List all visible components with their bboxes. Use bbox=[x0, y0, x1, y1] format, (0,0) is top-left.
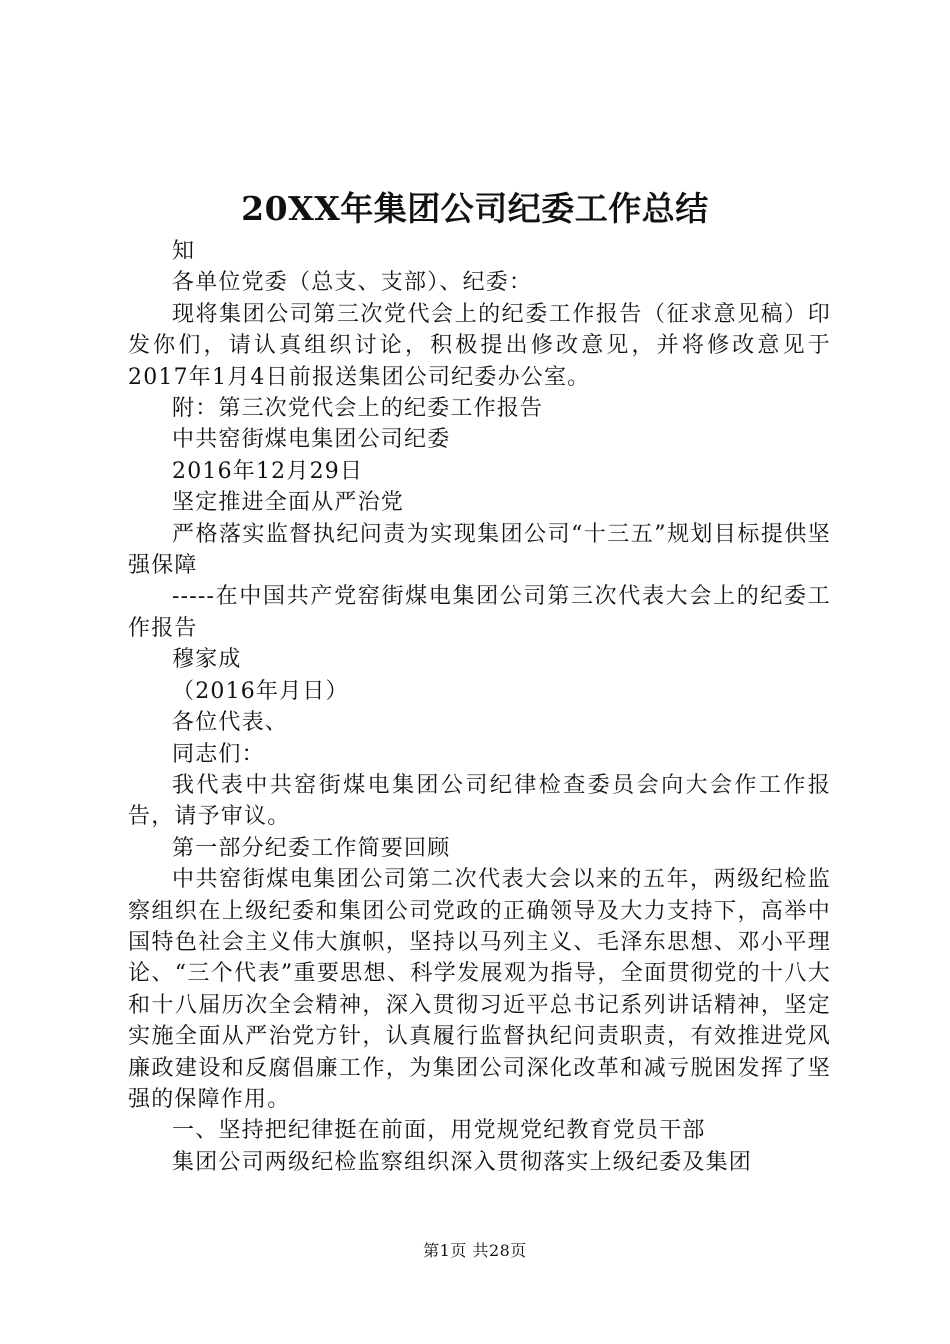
paragraph: 第一部分纪委工作简要回顾 bbox=[172, 835, 451, 861]
paragraph: 中共窑街煤电集团公司纪委 bbox=[172, 427, 451, 453]
paragraph: 各单位党委（总支、支部）、纪委： bbox=[172, 270, 533, 296]
paragraph: 现将集团公司第三次党代会上的纪委工作报告（征求意见稿）印发你们，请认真组织讨论，积极提出修改意见，并将修改意见于2017年1月4日前报送集团公司纪委办公室。 bbox=[128, 301, 831, 390]
paragraph: 我代表中共窑街煤电集团公司纪律检查委员会向大会作工作报告，请予审议。 bbox=[128, 772, 831, 830]
document-body bbox=[128, 236, 831, 1178]
paragraph: 同志们： bbox=[172, 741, 265, 767]
paragraph: 穆家成 bbox=[172, 647, 242, 673]
page-footer bbox=[0, 1240, 950, 1262]
paragraph: 严格落实监督执纪问责为实现集团公司“十三五”规划目标提供坚强保障 bbox=[128, 521, 831, 579]
paragraph: 坚定推进全面从严治党 bbox=[172, 490, 405, 516]
paragraph: -----在中国共产党窑街煤电集团公司第三次代表大会上的纪委工作报告 bbox=[128, 584, 831, 641]
paragraph: （2016年月日） bbox=[172, 678, 349, 704]
paragraph: 附：第三次党代会上的纪委工作报告 bbox=[172, 396, 544, 422]
page-number: 第1页 共28页 bbox=[423, 1241, 527, 1260]
paragraph: 知 bbox=[172, 239, 196, 264]
paragraph: 各位代表、 bbox=[172, 710, 289, 736]
paragraph: 集团公司两级纪检监察组织深入贯彻落实上级纪委及集团 bbox=[172, 1149, 753, 1175]
paragraph: 一、坚持把纪律挺在前面，用党规党纪教育党员干部 bbox=[172, 1118, 706, 1144]
document-title: 20XX年集团公司纪委工作总结 bbox=[241, 189, 709, 228]
paragraph: 中共窑街煤电集团公司第二次代表大会以来的五年，两级纪检监察组织在上级纪委和集团公司党政的正确领导及大力支持下，高举中国特色社会主义伟大旗帜，坚持以马列主义、毛泽东思想、邓小平理论、“三个代表”重要思想、科学发展观为指导，全面贯彻党的十八大和十八届历次全会精神，深入贯彻习近平总书记系列讲话精神，坚定实施全面从严治党方针，认真履行监督执纪问责职责，有效推进党风廉政建设和反腐倡廉工作，为集团公司深化改革和减亏脱困发挥了坚强的保障作用。 bbox=[128, 867, 831, 1112]
paragraph: 2016年12月29日 bbox=[172, 458, 364, 484]
